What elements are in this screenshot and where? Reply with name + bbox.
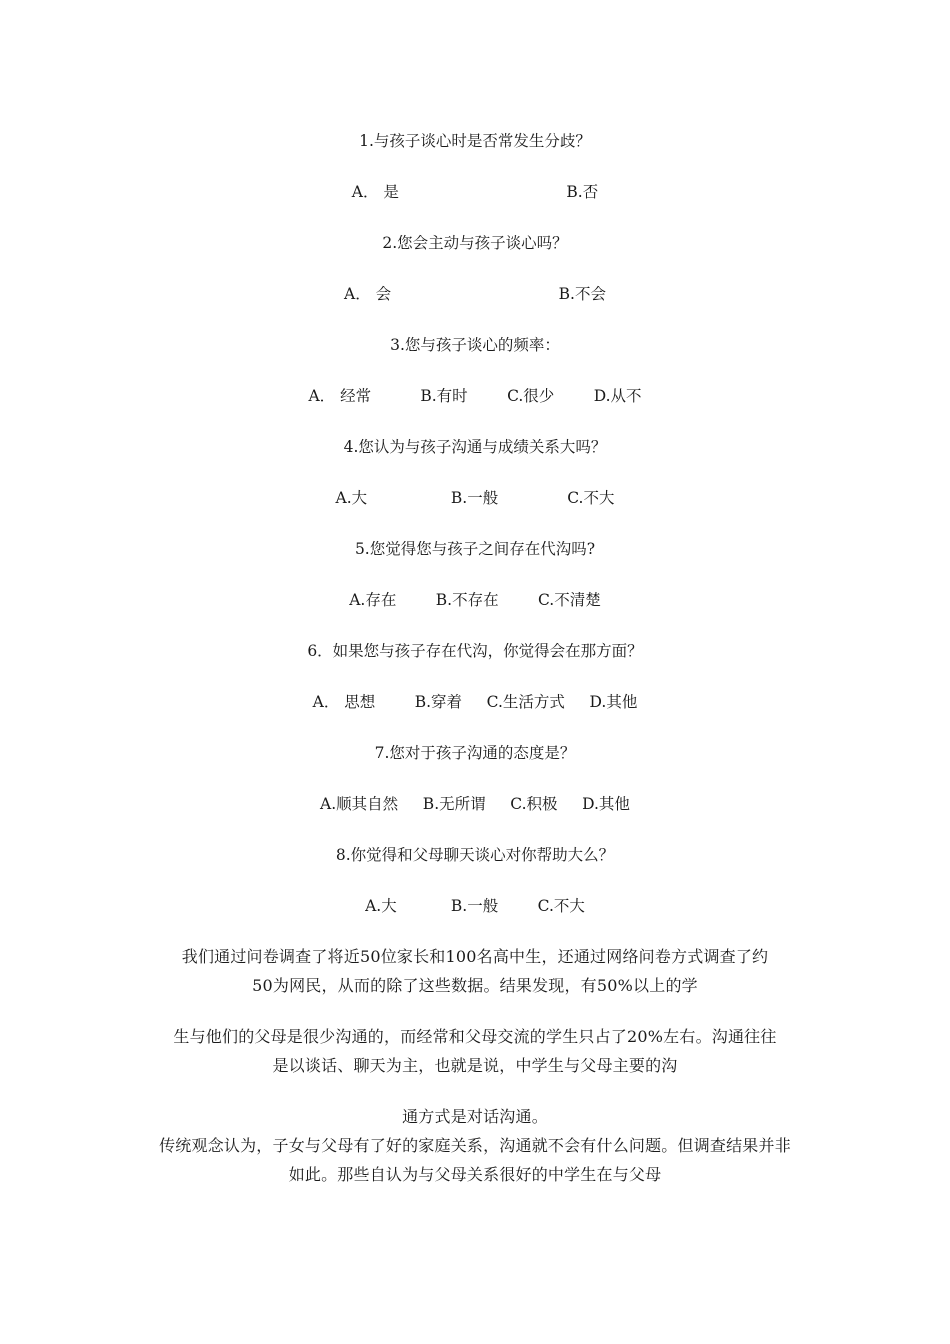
question-8-options: A.大 B.一般 C.不大	[365, 897, 585, 915]
question-2: 2.您会主动与孩子谈心吗？	[382, 234, 568, 252]
paragraph-line: 我们通过问卷调查了将近50位家长和100名高中生，还通过网络问卷方式调查了约	[181, 947, 769, 966]
question-1: 1.与孩子谈心时是否常发生分歧？	[359, 132, 591, 150]
paragraph-line: 通方式是对话沟通。	[402, 1107, 548, 1126]
question-8: 8.你觉得和父母聊天谈心对你帮助大么？	[335, 846, 615, 864]
question-2-options: A． 会 B.不会	[344, 285, 606, 303]
paragraph-line: 传统观念认为，子女与父母有了好的家庭关系，沟通就不会有什么问题。但调查结果并非	[159, 1136, 791, 1155]
question-7: 7.您对于孩子沟通的态度是？	[374, 744, 576, 762]
question-5: 5.您觉得您与孩子之间存在代沟吗?	[354, 540, 596, 558]
paragraph-line: 是以谈话、聊天为主，也就是说，中学生与父母主要的沟	[272, 1056, 678, 1075]
question-3: 3.您与孩子谈心的频率：	[390, 336, 560, 354]
question-6: 6．如果您与孩子存在代沟，你觉得会在那方面？	[307, 642, 643, 660]
question-7-options: A.顺其自然 B.无所谓 C.积极 D.其他	[320, 795, 630, 813]
paragraph-line: 生与他们的父母是很少沟通的，而经常和父母交流的学生只占了20%左右。沟通往往	[173, 1027, 777, 1046]
question-1-options: A． 是 B.否	[351, 183, 599, 201]
paragraph-line: 50为网民，从而的除了这些数据。结果发现，有50%以上的学	[252, 976, 698, 995]
question-3-options: A． 经常 B.有时 C.很少 D.从不	[308, 387, 642, 405]
paragraph-line: 如此。那些自认为与父母关系很好的中学生在与父母	[288, 1165, 662, 1184]
question-5-options: A.存在 B.不存在 C.不清楚	[349, 591, 601, 609]
question-4: 4.您认为与孩子沟通与成绩关系大吗？	[343, 438, 607, 456]
question-6-options: A． 思想 B.穿着 C.生活方式 D.其他	[312, 693, 638, 711]
question-4-options: A.大 B.一般 C.不大	[335, 489, 615, 507]
